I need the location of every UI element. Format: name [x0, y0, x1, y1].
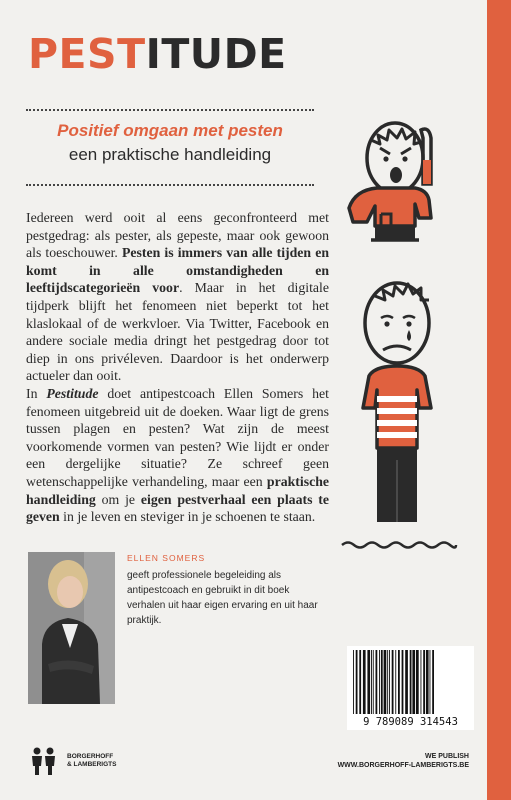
publisher-website: WWW.BORGERHOFF-LAMBERIGTS.BE	[337, 762, 469, 769]
subtitle-line1: Positief omgaan met pesten	[57, 121, 283, 140]
barcode-bar	[402, 650, 404, 714]
subtitle-line2: een praktische handleiding	[68, 145, 272, 164]
barcode-bar	[412, 650, 415, 714]
p2-run: in je leven en steviger in je schoenen te staan.	[59, 509, 316, 525]
p2-run: doet antipestcoach Ellen Somers het fenomeen uitgebreid uit de doeken. Waar ligt de grens tussen plagen en pesten? Wat zijn de meest voorkomende vormen van pesten? Wie lijdt er onder een dergelijke situatie? Ze schreef geen wetenschappelijke verhandeling, maar een	[26, 385, 329, 489]
barcode-bar	[405, 650, 408, 714]
divider-top	[26, 109, 314, 111]
p1-run: Iedereen werd ooit al eens geconfronteerd met pestgedrag: als pester, als gepeste, maar ook gewoon als toeschouwer.	[26, 210, 329, 261]
publisher-logo-icon	[28, 746, 62, 776]
barcode-bar	[379, 650, 380, 714]
barcode-bar	[392, 650, 394, 714]
p2-run: eigen pestverhaal een plaats te geven	[26, 491, 329, 525]
barcode-bar	[376, 650, 378, 714]
barcode-bar	[395, 650, 396, 714]
p1-run: Pesten is immers van alle tijden en komt in alle omstandigheden en leeftijdscategorieën voor	[26, 245, 330, 296]
publisher-name-line1: BORGERHOFF	[67, 753, 114, 760]
publisher-name	[67, 753, 116, 769]
p2-run: In	[26, 385, 47, 401]
barcode-bar	[363, 650, 366, 714]
barcode-bar	[430, 650, 431, 714]
barcode-bar	[389, 650, 390, 714]
barcode-bar	[398, 650, 400, 714]
crying-figure-icon	[345, 278, 450, 528]
wavy-line-icon	[340, 538, 458, 552]
p1-run: . Maar in het digitale tijdperk blijft het fenomeen niet beperkt tot het klaslokaal of de werkvloer. Via Twitter, Facebook en andere sociale media dringt het pestgedrag door tot diep in ons privéleven. Daardoor is het onderwerp actueler dan ooit.	[26, 280, 329, 384]
title-part-itude: ITUDE	[145, 30, 287, 78]
barcode-bar	[356, 650, 358, 714]
publisher-info	[338, 752, 469, 770]
publisher-name-line2: & LAMBERIGTS	[67, 761, 117, 768]
barcode-bar	[426, 650, 429, 714]
barcode-bar	[410, 650, 412, 714]
paragraph-2	[26, 385, 329, 526]
barcode-bar	[384, 650, 387, 714]
barcode-bar	[373, 650, 374, 714]
divider-bottom	[26, 184, 314, 186]
book-spine	[487, 0, 511, 800]
isbn-number: 9 789089 314543	[363, 716, 458, 728]
barcode-bar	[359, 650, 361, 714]
p2-run: praktische handleiding	[26, 473, 329, 507]
paragraph-1	[26, 209, 329, 385]
book-title	[28, 30, 287, 78]
barcode-bar	[387, 650, 388, 714]
barcode-bar	[416, 650, 419, 714]
barcode-bar	[423, 650, 425, 714]
barcode-bar	[353, 650, 354, 714]
barcode-bar	[367, 650, 370, 714]
barcode-bar	[371, 650, 372, 714]
p2-run: om je	[95, 491, 141, 507]
publisher-tagline: WE PUBLISH	[425, 753, 469, 760]
shouting-figure-icon	[335, 118, 455, 250]
author-name: ELLEN SOMERS	[127, 553, 206, 563]
author-photo	[28, 552, 115, 704]
title-part-pest: PEST	[28, 30, 146, 78]
barcode-bar	[432, 650, 434, 714]
barcode-bar	[421, 650, 422, 714]
barcode-bar	[381, 650, 383, 714]
back-cover-text	[26, 209, 329, 526]
author-bio: geeft professionele begeleiding als antipestcoach en gebruikt in dit boek verhalen uit haar eigen ervaring en uit haar praktijk.	[127, 570, 318, 626]
p2-run: Pestitude	[46, 385, 99, 401]
